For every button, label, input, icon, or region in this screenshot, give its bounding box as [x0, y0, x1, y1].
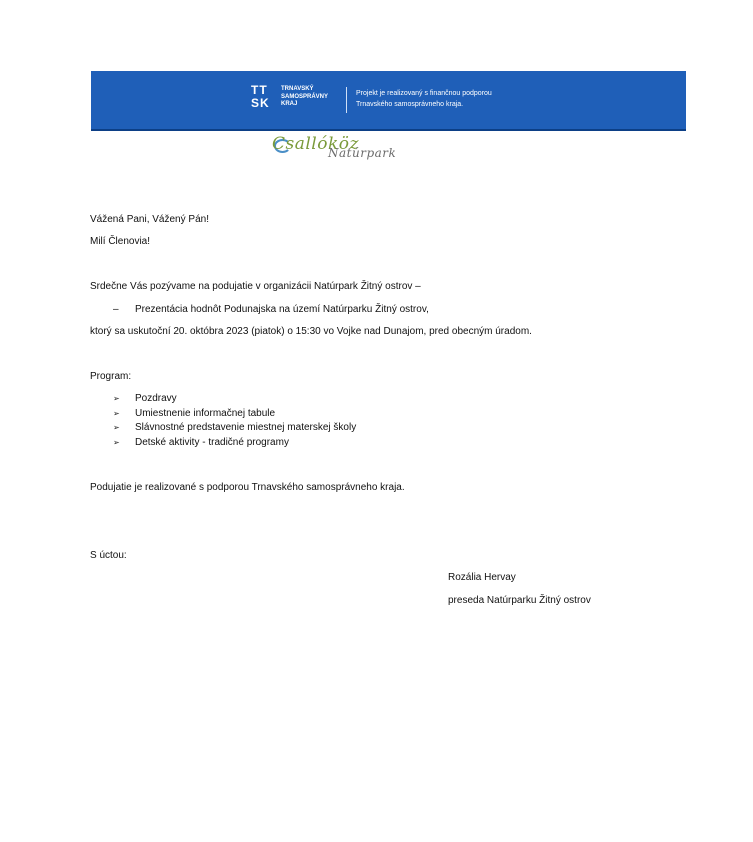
header-banner [91, 71, 686, 131]
program-item: Umiestnenie informačnej tabule [135, 408, 276, 419]
logo-word-1: TRNAVSKÝ [281, 86, 314, 92]
project-line-2: Trnavského samosprávneho kraja. [356, 101, 464, 108]
arrow-bullet-icon: ➢ [113, 394, 120, 403]
arrow-bullet-icon: ➢ [113, 409, 120, 418]
signer-name: Rozália Hervay [448, 572, 516, 583]
banner-divider [346, 87, 347, 113]
csallokoz-naturpark-logo [272, 136, 444, 162]
logo-bottom-word: Natúrpark [328, 146, 397, 160]
logo-word-2: SAMOSPRÁVNY [281, 93, 329, 100]
project-line-1: Projekt je realizovaný s finančnou podporou [356, 90, 492, 97]
signer-title: preseda Natúrparku Žitný ostrov [448, 595, 591, 606]
program-item: Detské aktivity - tradičné programy [135, 437, 289, 448]
arrow-bullet-icon: ➢ [113, 423, 120, 432]
program-label: Program: [90, 371, 132, 382]
arrow-bullet-icon: ➢ [113, 438, 120, 447]
closing: S úctou: [90, 550, 127, 561]
ttsk-logo-letters [251, 84, 275, 110]
program-item: Pozdravy [135, 393, 177, 404]
ttsk-logo-words [281, 86, 328, 109]
event-date-place: ktorý sa uskutoční 20. októbra 2023 (piatok) o 15:30 vo Vojke nad Dunajom, pred obecným úradom. [90, 326, 532, 337]
dash-marker: – [113, 304, 119, 315]
program-item: Slávnostné predstavenie miestnej materskej školy [135, 422, 357, 433]
salutation-2: Milí Členovia! [90, 236, 151, 247]
logo-letters-line-2: SK [251, 96, 270, 110]
invitation-text: Srdečne Vás pozývame na podujatie v organizácii Natúrpark Žitný ostrov – [90, 281, 421, 292]
logo-letters-line-1: TT [251, 83, 268, 97]
logo-word-3: KRAJ [281, 101, 298, 107]
project-funding-note [356, 88, 492, 110]
support-note: Podujatie je realizované s podporou Trnavského samosprávneho kraja. [90, 482, 405, 493]
presentation-item: Prezentácia hodnôt Podunajska na území Natúrparku Žitný ostrov, [135, 304, 429, 315]
logo-top-word: Csallóköz [272, 134, 359, 154]
salutation-1: Vážená Pani, Vážený Pán! [90, 214, 209, 225]
